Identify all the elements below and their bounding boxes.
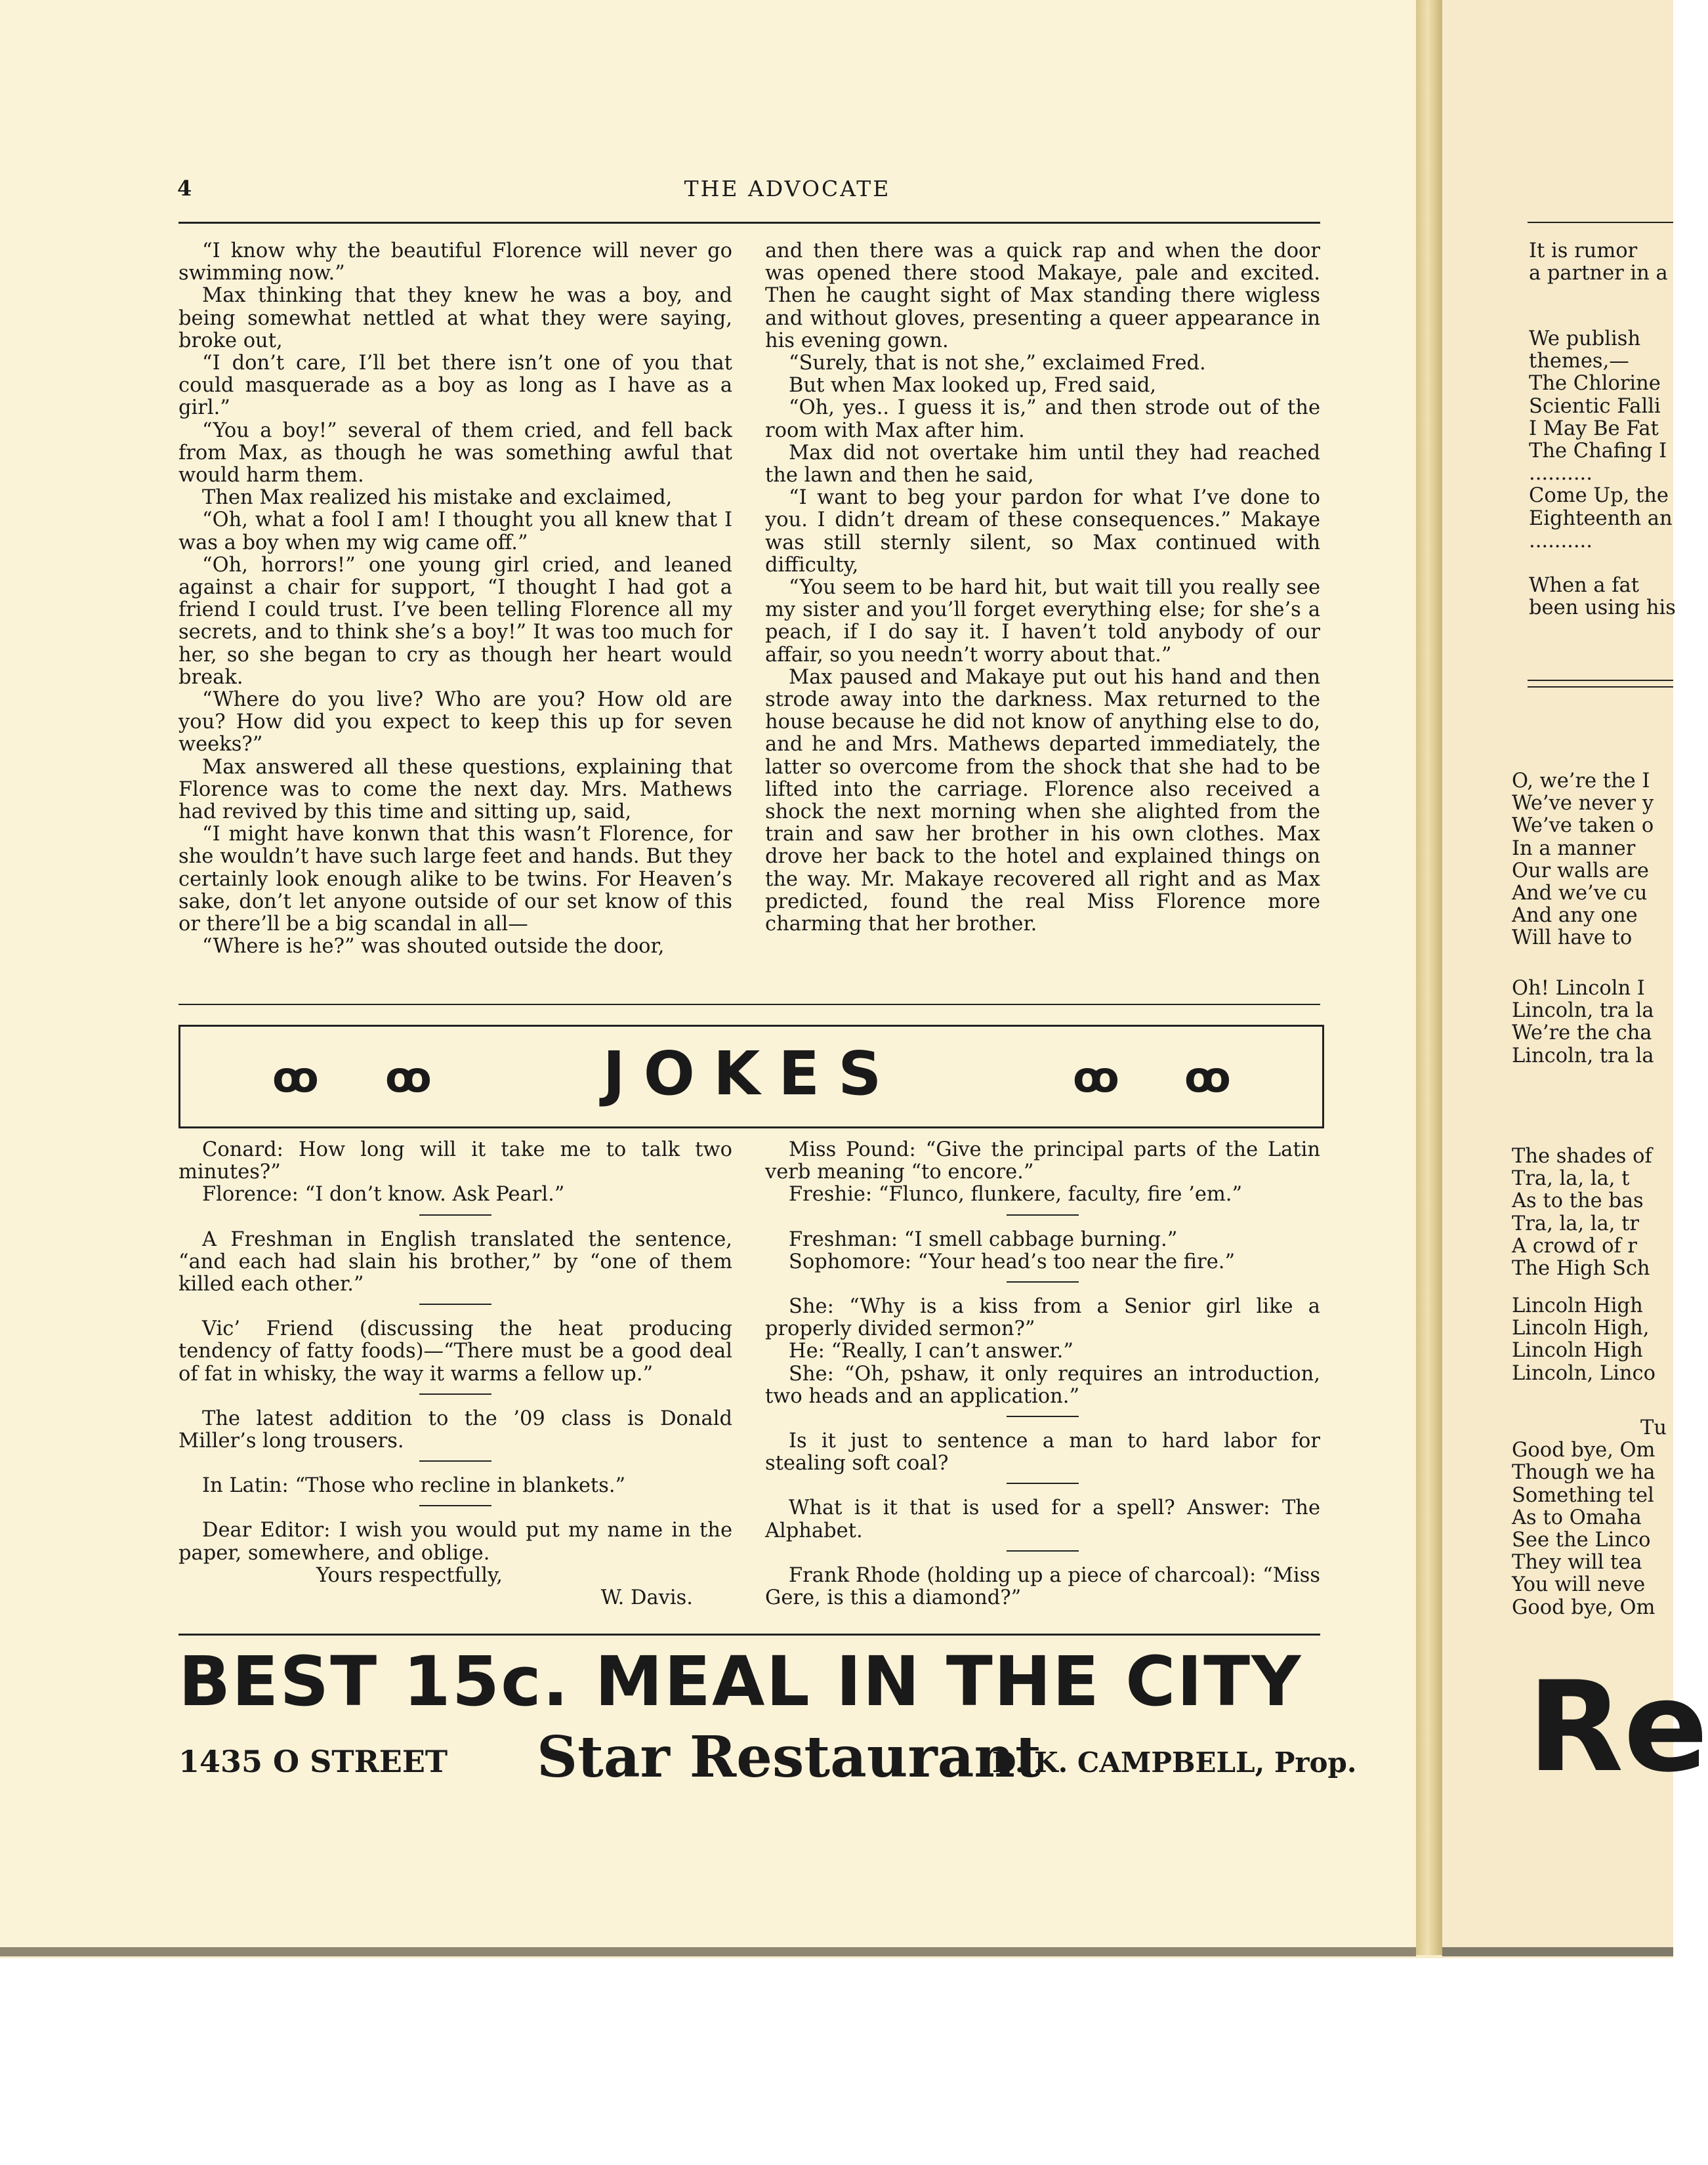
facing-line: In a manner bbox=[1512, 836, 1636, 860]
facing-line: Tra, la, la, t bbox=[1512, 1167, 1630, 1191]
facing-line: The shades of bbox=[1512, 1145, 1652, 1168]
story-paragraph: Max paused and Makaye put out his hand and then strode away into the darkness. Max returned to the house because he did not know of anything else to do, and he and Mrs. Mathews departed immediately, the latter so overcome from the shock that she had to be lifted into the carriage. Florence also received a shock the next morning when she alighted from the train and saw her brother in his own clothes. Max drove her back to the hotel and explained things on the way. Mr. Makaye recovered all right and as Max predicted, found the real Miss Florence more charming that her brother. bbox=[765, 665, 1320, 936]
facing-line: Tra, la, la, tr bbox=[1512, 1212, 1639, 1235]
facing-line: It is rumor bbox=[1529, 239, 1638, 262]
header-rule bbox=[178, 222, 1320, 224]
story-paragraph: “You seem to be hard hit, but wait till you really see my sister and you’ll forget everything else; for she’s a peach, if I do say it. I haven’t told anybody of our affair, so you needn’t worry about that.” bbox=[765, 576, 1320, 667]
story-paragraph: “Oh, yes.. I guess it is,” and then strode out of the room with Max after him. bbox=[765, 396, 1320, 442]
facing-line: We’ve never y bbox=[1512, 792, 1654, 815]
joke-text: A Freshman in English translated the sentence, “and each had slain his brother,” by “one of them killed each other.” bbox=[178, 1227, 732, 1296]
facing-line: We’re the cha bbox=[1512, 1021, 1652, 1045]
ad-proprietor: D. K. CAMPBELL, Prop. bbox=[992, 1746, 1357, 1779]
story-paragraph: “I don’t care, I’ll bet there isn’t one of you that could masquerade as a boy as long as I have as a girl.” bbox=[178, 352, 732, 420]
story-paragraph: “Where do you live? Who are you? How old are you? How did you expect to keep this up for seven weeks?” bbox=[178, 688, 732, 756]
facing-line: We’ve taken o bbox=[1512, 814, 1654, 838]
facing-line: Though we ha bbox=[1512, 1461, 1656, 1485]
story-paragraph: Max thinking that they knew he was a boy, and being somewhat nettled at what they were saying, broke out, bbox=[178, 284, 732, 352]
facing-double-rule bbox=[1528, 680, 1673, 681]
jokes-title: JOKES bbox=[602, 1039, 900, 1109]
facing-line: been using his bbox=[1529, 596, 1676, 620]
joke-separator bbox=[419, 1304, 491, 1305]
story-paragraph: and then there was a quick rap and when the door was opened there stood Makaye, pale and excited. Then he caught sight of Max standing there wigless and without gloves, presenting a queer appearance in his evening gown. bbox=[765, 239, 1320, 352]
facing-large-text: Re bbox=[1528, 1655, 1708, 1800]
facing-line: Lincoln, Linco bbox=[1512, 1361, 1656, 1385]
facing-text-block bbox=[1529, 328, 1673, 552]
jokes-heading-box bbox=[178, 1025, 1324, 1128]
facing-line: a partner in a bbox=[1529, 262, 1668, 285]
facing-line: Scientic Falli bbox=[1529, 394, 1661, 418]
story-paragraph: “Oh, horrors!” one young girl cried, and leaned against a chair for support, “I thought I had got a friend I could trust. I’ve been telling Florence all my secrets, and to think she’s a boy!” It was too much for her, so she began to cry as though her heart would break. bbox=[178, 553, 732, 689]
facing-line: As to Omaha bbox=[1512, 1506, 1642, 1529]
joke-text: Freshman: “I smell cabbage burning.” bbox=[789, 1227, 1178, 1251]
facing-line: The Chafing I bbox=[1529, 439, 1667, 463]
story-paragraph: “I want to beg your pardon for what I’ve done to you. I didn’t dream of these consequences.” Makaye was still sternly silent, so Max continued with difficulty, bbox=[765, 486, 1320, 577]
facing-line: You will neve bbox=[1512, 1573, 1646, 1597]
joke-text: The latest addition to the ’09 class is Donald Miller’s long trousers. bbox=[178, 1407, 732, 1453]
facing-header-rule bbox=[1528, 222, 1673, 223]
facing-line: Come Up, the bbox=[1529, 484, 1669, 508]
joke-text: She: “Why is a kiss from a Senior girl like a properly divided sermon?” bbox=[765, 1295, 1320, 1341]
page-bottom-edge bbox=[0, 1947, 1416, 1956]
facing-text-block bbox=[1512, 1295, 1656, 1385]
story-right-column bbox=[765, 240, 1320, 936]
ad-top-rule bbox=[178, 1634, 1320, 1636]
facing-line: We publish bbox=[1529, 327, 1641, 350]
facing-line: Lincoln, tra la bbox=[1512, 999, 1654, 1023]
joke-separator bbox=[1007, 1483, 1079, 1484]
facing-line: Lincoln High bbox=[1512, 1339, 1643, 1363]
facing-line: Our walls are bbox=[1512, 859, 1649, 882]
running-head: THE ADVOCATE bbox=[684, 176, 891, 201]
story-paragraph: Max answered all these questions, explaining that Florence was to come the next day. Mrs. Mathews had revived by this time and sitting up, said, bbox=[178, 755, 732, 824]
joke-text: Vic’ Friend (discussing the heat producing tendency of fatty foods)—“There must be a good deal of fat in whisky, the way it warms a fellow up.” bbox=[178, 1317, 732, 1386]
ad-headline: BEST 15c. MEAL IN THE CITY bbox=[178, 1641, 1302, 1722]
facing-line: I May Be Fat bbox=[1529, 417, 1659, 440]
story-paragraph: “I know why the beautiful Florence will never go swimming now.” bbox=[178, 239, 732, 285]
ad-restaurant-name: Star Restaurant bbox=[537, 1724, 1041, 1790]
facing-line: The High Sch bbox=[1512, 1256, 1650, 1280]
joke-text: Sophomore: “Your head’s too near the fire.” bbox=[789, 1250, 1236, 1273]
joke-text: Dear Editor: I wish you would put my name in the paper, somewhere, and oblige. bbox=[178, 1519, 732, 1565]
facing-line: Something tel bbox=[1512, 1483, 1654, 1507]
joke-text: She: “Oh, pshaw, it only requires an introduction, two heads and an application.” bbox=[765, 1362, 1320, 1408]
page-number: 4 bbox=[177, 176, 192, 201]
facing-double-rule bbox=[1528, 686, 1673, 688]
facing-line: See the Linco bbox=[1512, 1528, 1651, 1552]
facing-line: Tu bbox=[1640, 1416, 1667, 1439]
joke-closing: Yours respectfully, bbox=[316, 1563, 503, 1587]
facing-text-block bbox=[1512, 978, 1654, 1067]
facing-line: .......... bbox=[1529, 529, 1593, 552]
story-left-column bbox=[178, 240, 732, 959]
story-paragraph: Then Max realized his mistake and exclaimed, bbox=[202, 486, 673, 510]
joke-signature: W. Davis. bbox=[600, 1586, 693, 1610]
ornament-icon: ꝏ bbox=[385, 1054, 432, 1102]
joke-text: Miss Pound: “Give the principal parts of the Latin verb meaning “to encore.” bbox=[765, 1138, 1320, 1184]
joke-separator bbox=[1007, 1550, 1079, 1552]
joke-separator bbox=[419, 1393, 491, 1395]
facing-line: themes,— bbox=[1529, 350, 1629, 373]
joke-separator bbox=[1007, 1214, 1079, 1216]
joke-separator bbox=[419, 1460, 491, 1462]
facing-line: Lincoln High, bbox=[1512, 1317, 1650, 1340]
facing-text-block bbox=[1512, 1417, 1667, 1619]
facing-line: .......... bbox=[1529, 462, 1593, 485]
facing-line: Will have to bbox=[1512, 926, 1633, 950]
ornament-icon: ꝏ bbox=[1073, 1054, 1119, 1102]
story-paragraph: “Oh, what a fool I am! I thought you all knew that I was a boy when my wig came off.” bbox=[178, 508, 732, 554]
facing-text-block bbox=[1529, 575, 1676, 619]
facing-text-block bbox=[1512, 1145, 1652, 1280]
page-fold bbox=[1416, 0, 1442, 1955]
facing-line: When a fat bbox=[1529, 574, 1639, 597]
facing-line: And we’ve cu bbox=[1512, 881, 1648, 905]
joke-text: Freshie: “Flunco, flunkere, faculty, fire ’em.” bbox=[789, 1183, 1243, 1206]
facing-line: Good bye, Om bbox=[1512, 1439, 1656, 1462]
facing-line: O, we’re the I bbox=[1512, 770, 1650, 793]
jokes-left-column bbox=[178, 1139, 732, 1609]
facing-line: They will tea bbox=[1512, 1551, 1642, 1575]
joke-text: Is it just to sentence a man to hard labor for stealing soft coal? bbox=[765, 1430, 1320, 1475]
facing-page-bottom-edge bbox=[1442, 1947, 1673, 1956]
story-paragraph: “You a boy!” several of them cried, and fell back from Max, as though he was something awful that would harm them. bbox=[178, 419, 732, 487]
facing-text-block bbox=[1512, 770, 1654, 950]
story-end-rule bbox=[178, 1004, 1320, 1005]
facing-line: As to the bas bbox=[1512, 1189, 1644, 1213]
joke-text: Conard: How long will it take me to talk two minutes?” bbox=[178, 1138, 732, 1184]
joke-separator bbox=[419, 1214, 491, 1216]
jokes-right-column bbox=[765, 1139, 1320, 1609]
story-paragraph: But when Max looked up, Fred said, bbox=[789, 374, 1157, 398]
joke-text: What is it that is used for a spell? Answer: The Alphabet. bbox=[765, 1496, 1320, 1542]
facing-line: A crowd of r bbox=[1512, 1234, 1637, 1258]
facing-line: The Chlorine bbox=[1529, 372, 1661, 396]
ornament-icon: ꝏ bbox=[272, 1054, 319, 1102]
joke-text: In Latin: “Those who recline in blankets.” bbox=[202, 1474, 626, 1498]
joke-text: Frank Rhode (holding up a piece of charcoal): “Miss Gere, is this a diamond?” bbox=[765, 1563, 1320, 1610]
facing-line: Oh! Lincoln I bbox=[1512, 977, 1645, 1000]
joke-separator bbox=[419, 1505, 491, 1506]
joke-text: He: “Really, I can’t answer.” bbox=[789, 1340, 1073, 1363]
story-paragraph: “I might have konwn that this wasn’t Florence, for she wouldn’t have such large feet and hands. But they certainly look enough alike to be twins. For Heaven’s sake, don’t let anyone outside of our set know of this or there’ll be a big scandal in all— bbox=[178, 823, 732, 936]
facing-line: Eighteenth an bbox=[1529, 506, 1673, 530]
facing-line: Good bye, Om bbox=[1512, 1596, 1656, 1619]
story-paragraph: “Where is he?” was shouted outside the door, bbox=[202, 935, 665, 959]
facing-text-block bbox=[1529, 240, 1668, 285]
facing-line: Lincoln High bbox=[1512, 1294, 1643, 1317]
facing-line: Lincoln, tra la bbox=[1512, 1044, 1654, 1067]
joke-separator bbox=[1007, 1281, 1079, 1283]
ad-address: 1435 O STREET bbox=[178, 1744, 448, 1779]
facing-line: And any one bbox=[1512, 904, 1638, 928]
story-paragraph: Max did not overtake him until they had reached the lawn and then he said, bbox=[765, 441, 1320, 487]
story-paragraph: “Surely, that is not she,” exclaimed Fred. bbox=[789, 352, 1206, 375]
joke-text: Florence: “I don’t know. Ask Pearl.” bbox=[202, 1183, 565, 1206]
ornament-icon: ꝏ bbox=[1184, 1054, 1231, 1102]
joke-separator bbox=[1007, 1416, 1079, 1417]
